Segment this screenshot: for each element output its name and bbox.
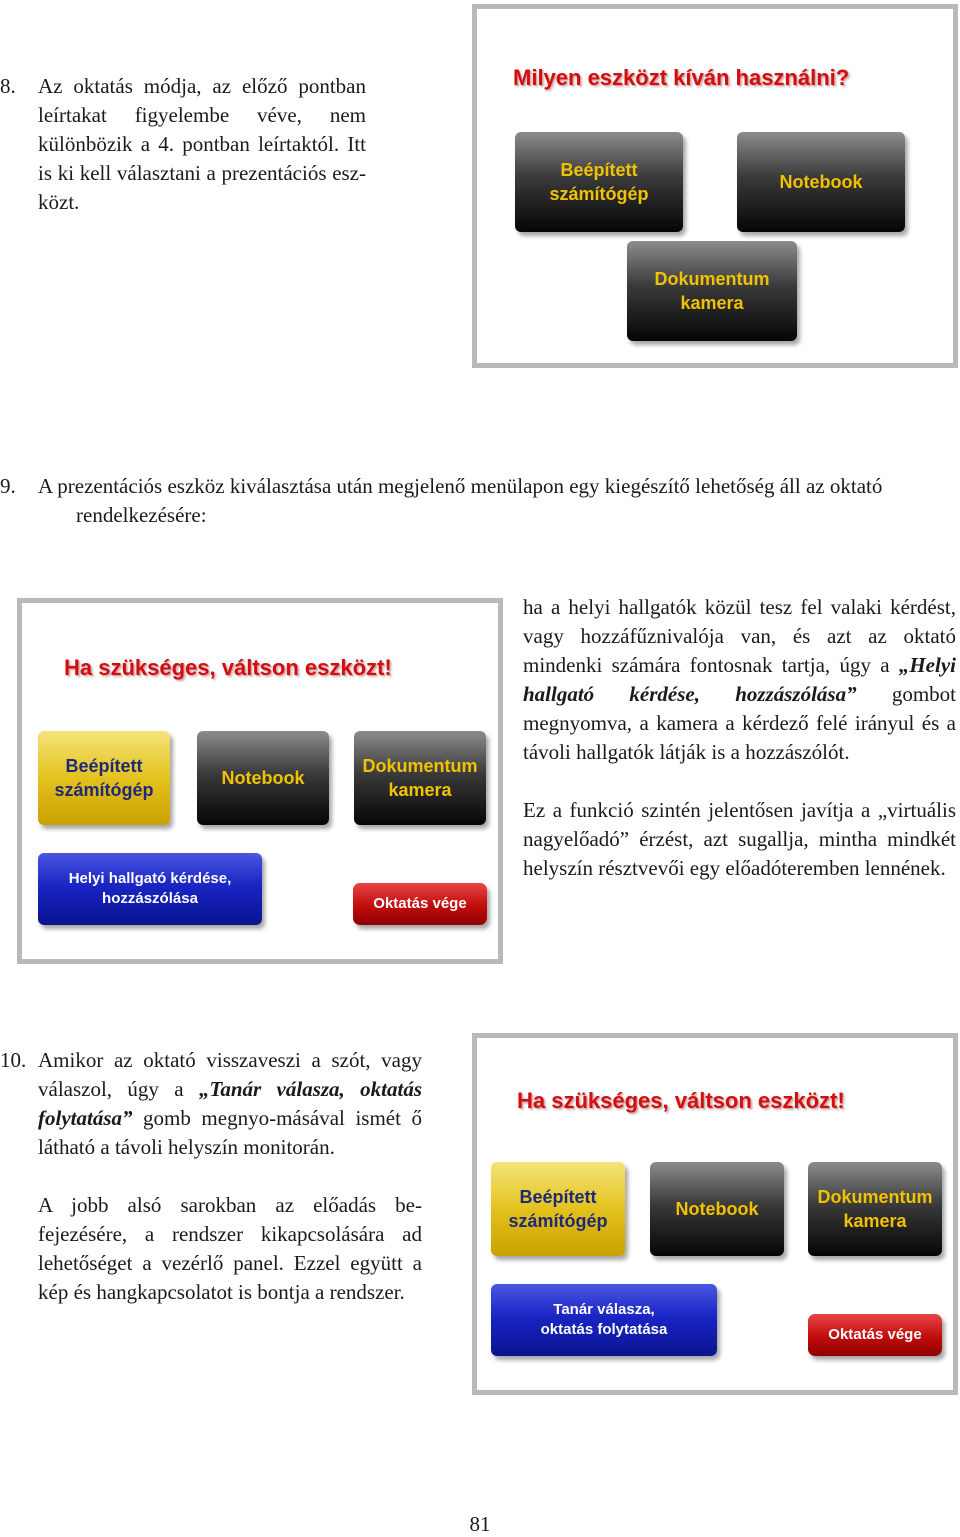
end-lecture-button[interactable] (353, 883, 487, 925)
device-selection-title: Milyen eszközt kíván használni? (513, 65, 850, 90)
builtin-computer-label: Beépített számítógép (508, 1187, 608, 1231)
section-10-paragraph (0, 1046, 422, 1307)
section-9-intro-text: A prezentációs eszköz kiválasztása után megjelenő menülapon egy kiegészítő lehetőség áll az oktató rendelkezésére: (38, 474, 883, 527)
builtin-computer-button[interactable] (491, 1162, 625, 1256)
teacher-answer-button[interactable] (491, 1284, 717, 1356)
teacher-answer-explanation: Amikor az oktató visszaveszi a szót, vagy válaszol, úgy a „Tanár válasza, oktatás folytatása” gomb megnyo-másával ismét ő látható a távoli helyszín monitorán. (38, 1048, 423, 1159)
switch-device-title: Ha szükséges, váltson eszközt! (64, 655, 392, 680)
notebook-button[interactable] (197, 731, 329, 825)
builtin-computer-button[interactable] (515, 132, 683, 232)
document-camera-label: Dokumentum kamera (362, 756, 478, 800)
teacher-answer-label: Tanár válasza, oktatás folytatása (540, 1301, 668, 1338)
local-question-button-reference: „Helyi hallgató kérdése, hozzászólása” (523, 653, 956, 706)
document-camera-label: Dokumentum kamera (654, 269, 770, 313)
end-lecture-label: Oktatás vége (828, 1326, 922, 1343)
section-9-description (523, 593, 956, 883)
virtual-lecture-hall-note: Ez a funkció szintén jelentősen javítja a „virtuális nagyelőadó” érzést, azt sugallja, mintha mindkét helyszín résztvevői egy előadóteremben lennének. (523, 798, 956, 880)
section-8-number: 8. (0, 74, 16, 98)
device-selection-panel (472, 4, 958, 368)
section-10-number: 10. (0, 1048, 27, 1072)
switch-device-title: Ha szükséges, váltson eszközt! (517, 1088, 845, 1113)
switch-device-panel-local-question (17, 598, 503, 964)
section-9-number: 9. (0, 474, 16, 498)
end-lecture-label: Oktatás vége (373, 895, 467, 912)
section-9-intro (0, 472, 940, 530)
teacher-answer-button-reference: „Tanár válasza, oktatás folytatása” (38, 1077, 423, 1130)
builtin-computer-label: Beépített számítógép (549, 160, 649, 204)
section-8-paragraph (0, 72, 366, 217)
notebook-button[interactable] (650, 1162, 784, 1256)
local-student-question-button[interactable] (38, 853, 262, 925)
notebook-label: Notebook (221, 768, 305, 788)
notebook-label: Notebook (779, 172, 863, 192)
switch-device-panel-teacher-answer (472, 1033, 958, 1395)
document-camera-button[interactable] (627, 241, 797, 341)
notebook-button[interactable] (737, 132, 905, 232)
page-number: 81 (469, 1512, 491, 1536)
section-8-text: Az oktatás módja, az előző pontban leírtakat figyelembe véve, nem különbözik a 4. pontban leírtaktól. Itt is ki kell választani a prezentációs esz-közt. (38, 74, 366, 214)
document-camera-button[interactable] (808, 1162, 942, 1256)
local-question-explanation: ha a helyi hallgatók közül tesz fel valaki kérdést, vagy hozzáfűznivalója van, és azt az oktató mindenki számára fontosnak tartja, úgy a „Helyi hallgató kérdése, hozzászólása” gombot megnyomva, a kamera a kérdező felé irányul és a távoli hallgatók látják is a hozzászólót. (523, 595, 956, 764)
end-lecture-explanation: A jobb alsó sarokban az előadás be-fejezésére, a rendszer kikapcsolására ad lehetőséget a vezérlő panel. Ezzel együtt a kép és hangkapcsolatot is bontja a rendszer. (38, 1193, 422, 1304)
builtin-computer-button[interactable] (38, 731, 170, 825)
end-lecture-button[interactable] (808, 1314, 942, 1356)
document-camera-button[interactable] (354, 731, 486, 825)
document-camera-label: Dokumentum kamera (817, 1187, 933, 1231)
builtin-computer-label: Beépített számítógép (54, 756, 154, 800)
local-student-question-label: Helyi hallgató kérdése, hozzászólása (68, 870, 232, 907)
notebook-label: Notebook (675, 1199, 759, 1219)
